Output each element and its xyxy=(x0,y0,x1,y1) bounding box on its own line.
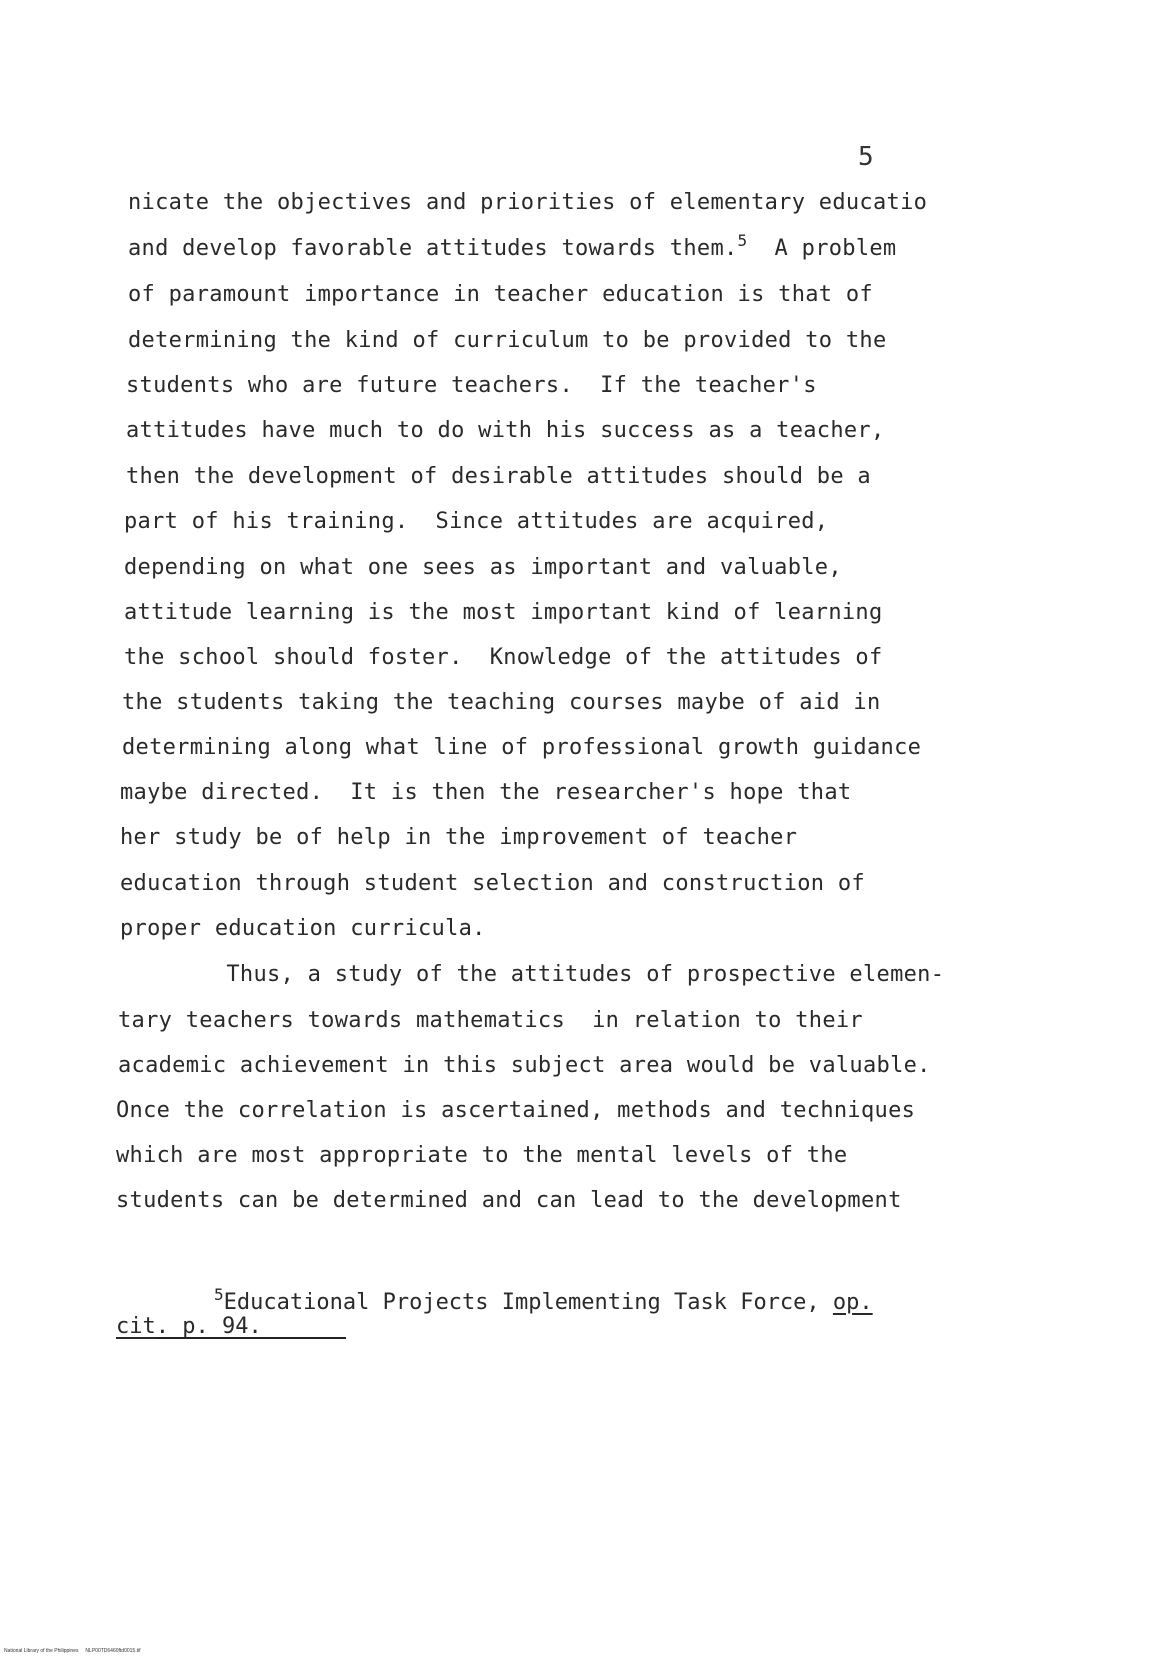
text-line: proper education curricula. xyxy=(120,916,486,941)
footnote-text: Educational Projects Implementing Task Force, xyxy=(223,1290,833,1315)
text-line: tary teachers towards mathematics in relation to their xyxy=(118,1008,863,1033)
text-line: Thus, a study of the attitudes of prospective elemen- xyxy=(118,962,945,987)
text-line: attitude learning is the most important kind of learning xyxy=(124,600,883,625)
text-line: the students taking the teaching courses maybe of aid in xyxy=(122,690,881,715)
text-line: academic achievement in this subject area would be valuable. xyxy=(118,1053,931,1078)
text-line: Once the correlation is ascertained, methods and techniques xyxy=(116,1098,916,1123)
footnote-op: op. xyxy=(832,1290,873,1315)
text-line: which are most appropriate to the mental levels of the xyxy=(116,1143,848,1168)
footnote-cit: cit xyxy=(116,1314,156,1339)
text-line-end: A problem xyxy=(747,236,897,261)
footnote-line xyxy=(116,1314,262,1339)
text-line xyxy=(128,231,897,261)
text-line: nicate the objectives and priorities of elementary educatio xyxy=(128,190,928,215)
text-line: her study be of help in the improvement of teacher xyxy=(120,825,798,850)
text-line: determining the kind of curriculum to be provided to the xyxy=(128,328,887,353)
text-line: of paramount importance in teacher education is that of xyxy=(128,282,873,307)
text-line: part of his training. Since attitudes are acquired, xyxy=(124,509,829,534)
text-line-start: and develop favorable attitudes towards them. xyxy=(128,236,738,261)
footnote-reference: 5 xyxy=(737,231,748,250)
text-line: attitudes have much to do with his success as a teacher, xyxy=(126,418,885,443)
footnote-line xyxy=(214,1285,873,1315)
text-line: maybe directed. It is then the researcher's hope that xyxy=(120,780,852,805)
page-number: 5 xyxy=(858,142,874,172)
text-line: the school should foster. Knowledge of the attitudes of xyxy=(124,645,883,670)
text-line: students can be determined and can lead to the development xyxy=(116,1188,902,1213)
text-line: students who are future teachers. If the teacher's xyxy=(126,373,817,398)
text-line: education through student selection and construction of xyxy=(120,871,865,896)
text-line: depending on what one sees as important and valuable, xyxy=(124,555,842,580)
footnote-marker: 5 xyxy=(214,1285,224,1304)
archive-stamp: National Library of the Philippines NLP00TD6460ftd0015.tif xyxy=(4,1648,141,1654)
text-line: determining along what line of professional growth guidance xyxy=(122,735,922,760)
footnote-page: . p. 94. xyxy=(155,1314,262,1339)
text-line: then the development of desirable attitudes should be a xyxy=(126,464,871,489)
